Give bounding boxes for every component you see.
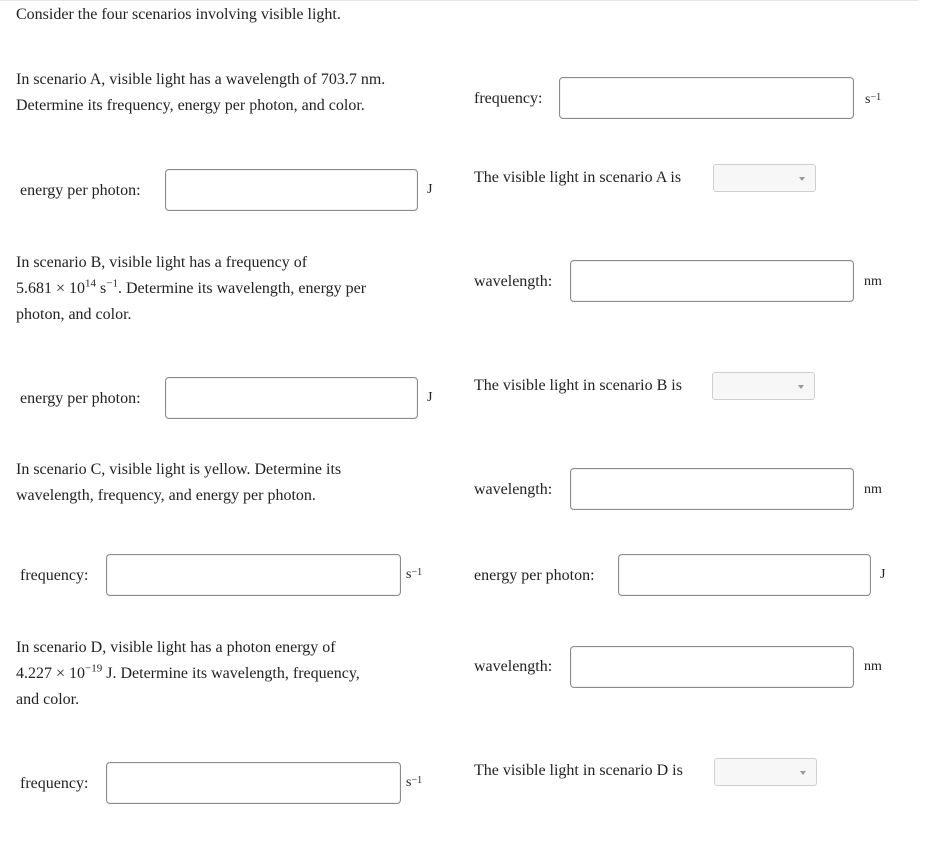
scenario-a-energy-label: energy per photon: — [20, 182, 141, 199]
scenario-b-line-3: photon, and color. — [16, 306, 132, 323]
scenario-c-energy-unit: J — [880, 567, 886, 582]
scenario-c-line-1: In scenario C, visible light is yellow. Determine its — [16, 461, 342, 478]
scenario-b-energy-input[interactable] — [165, 377, 418, 419]
scenario-b-energy-label: energy per photon: — [20, 390, 141, 407]
scenario-c-frequency-input[interactable] — [106, 554, 401, 596]
scenario-b-line-2: $5.681 \times 10^{14}$ $s^{-1}$. Determine its wavelength, energy per — [16, 277, 367, 297]
scenario-d-wavelength-label: wavelength: — [474, 658, 553, 675]
scenario-c-line-2: wavelength, frequency, and energy per photon. — [16, 487, 316, 504]
scenario-a-energy-input[interactable] — [165, 169, 418, 211]
chevron-down-icon — [798, 385, 804, 389]
scenario-b-text — [16, 250, 366, 328]
scenario-a-line-1: In scenario A, visible light has a wavelength of 703.7 nm. — [16, 71, 386, 88]
scenario-b-wavelength-input[interactable] — [570, 260, 854, 302]
scenario-d-line-3: and color. — [16, 691, 80, 708]
scenario-a-frequency-input[interactable] — [559, 77, 854, 119]
scenario-d-frequency-unit: $s^{-1}$ — [406, 775, 423, 790]
scenario-d-color-label: The visible light in scenario D is — [474, 762, 683, 779]
scenario-d-line-1: In scenario D, visible light has a photon energy of — [16, 639, 336, 656]
scenario-a-energy-unit: J — [427, 182, 433, 197]
scenario-c-wavelength-input[interactable] — [570, 468, 854, 510]
scenario-b-wavelength-unit: nm — [864, 274, 882, 289]
top-divider — [0, 0, 918, 1]
scenario-a-frequency-label: frequency: — [474, 90, 543, 107]
intro-text: Consider the four scenarios involving visible light. — [16, 6, 341, 23]
scenario-b-energy-unit: J — [427, 390, 433, 405]
scenario-c-frequency-label: frequency: — [20, 567, 89, 584]
scenario-d-line-2: $4.227 \times 10^{-19}$ J. Determine its wavelength, frequency, — [16, 662, 360, 682]
scenario-d-frequency-input[interactable] — [106, 762, 401, 804]
scenario-d-wavelength-unit: nm — [864, 659, 882, 674]
scenario-c-wavelength-label: wavelength: — [474, 481, 553, 498]
scenario-c-text — [16, 457, 341, 509]
scenario-a-line-2: Determine its frequency, energy per photon, and color. — [16, 97, 365, 114]
scenario-a-color-label: The visible light in scenario A is — [474, 169, 682, 186]
scenario-b-wavelength-label: wavelength: — [474, 273, 553, 290]
scenario-d-frequency-label: frequency: — [20, 775, 89, 792]
scenario-c-wavelength-unit: nm — [864, 482, 882, 497]
chevron-down-icon — [799, 177, 805, 181]
scenario-d-text — [16, 635, 360, 713]
scenario-b-color-label: The visible light in scenario B is — [474, 377, 682, 394]
scenario-d-color-select[interactable] — [714, 758, 817, 786]
scenario-a-text — [16, 67, 385, 119]
scenario-a-color-select[interactable] — [713, 164, 816, 192]
scenario-a-frequency-unit: $s^{-1}$ — [865, 92, 882, 107]
scenario-b-color-select[interactable] — [712, 372, 815, 400]
scenario-b-line-1: In scenario B, visible light has a frequency of — [16, 254, 308, 271]
scenario-d-wavelength-input[interactable] — [570, 646, 854, 688]
scenario-c-frequency-unit: $s^{-1}$ — [406, 567, 423, 582]
scenario-c-energy-label: energy per photon: — [474, 567, 595, 584]
scenario-c-energy-input[interactable] — [618, 554, 871, 596]
chevron-down-icon — [800, 771, 806, 775]
